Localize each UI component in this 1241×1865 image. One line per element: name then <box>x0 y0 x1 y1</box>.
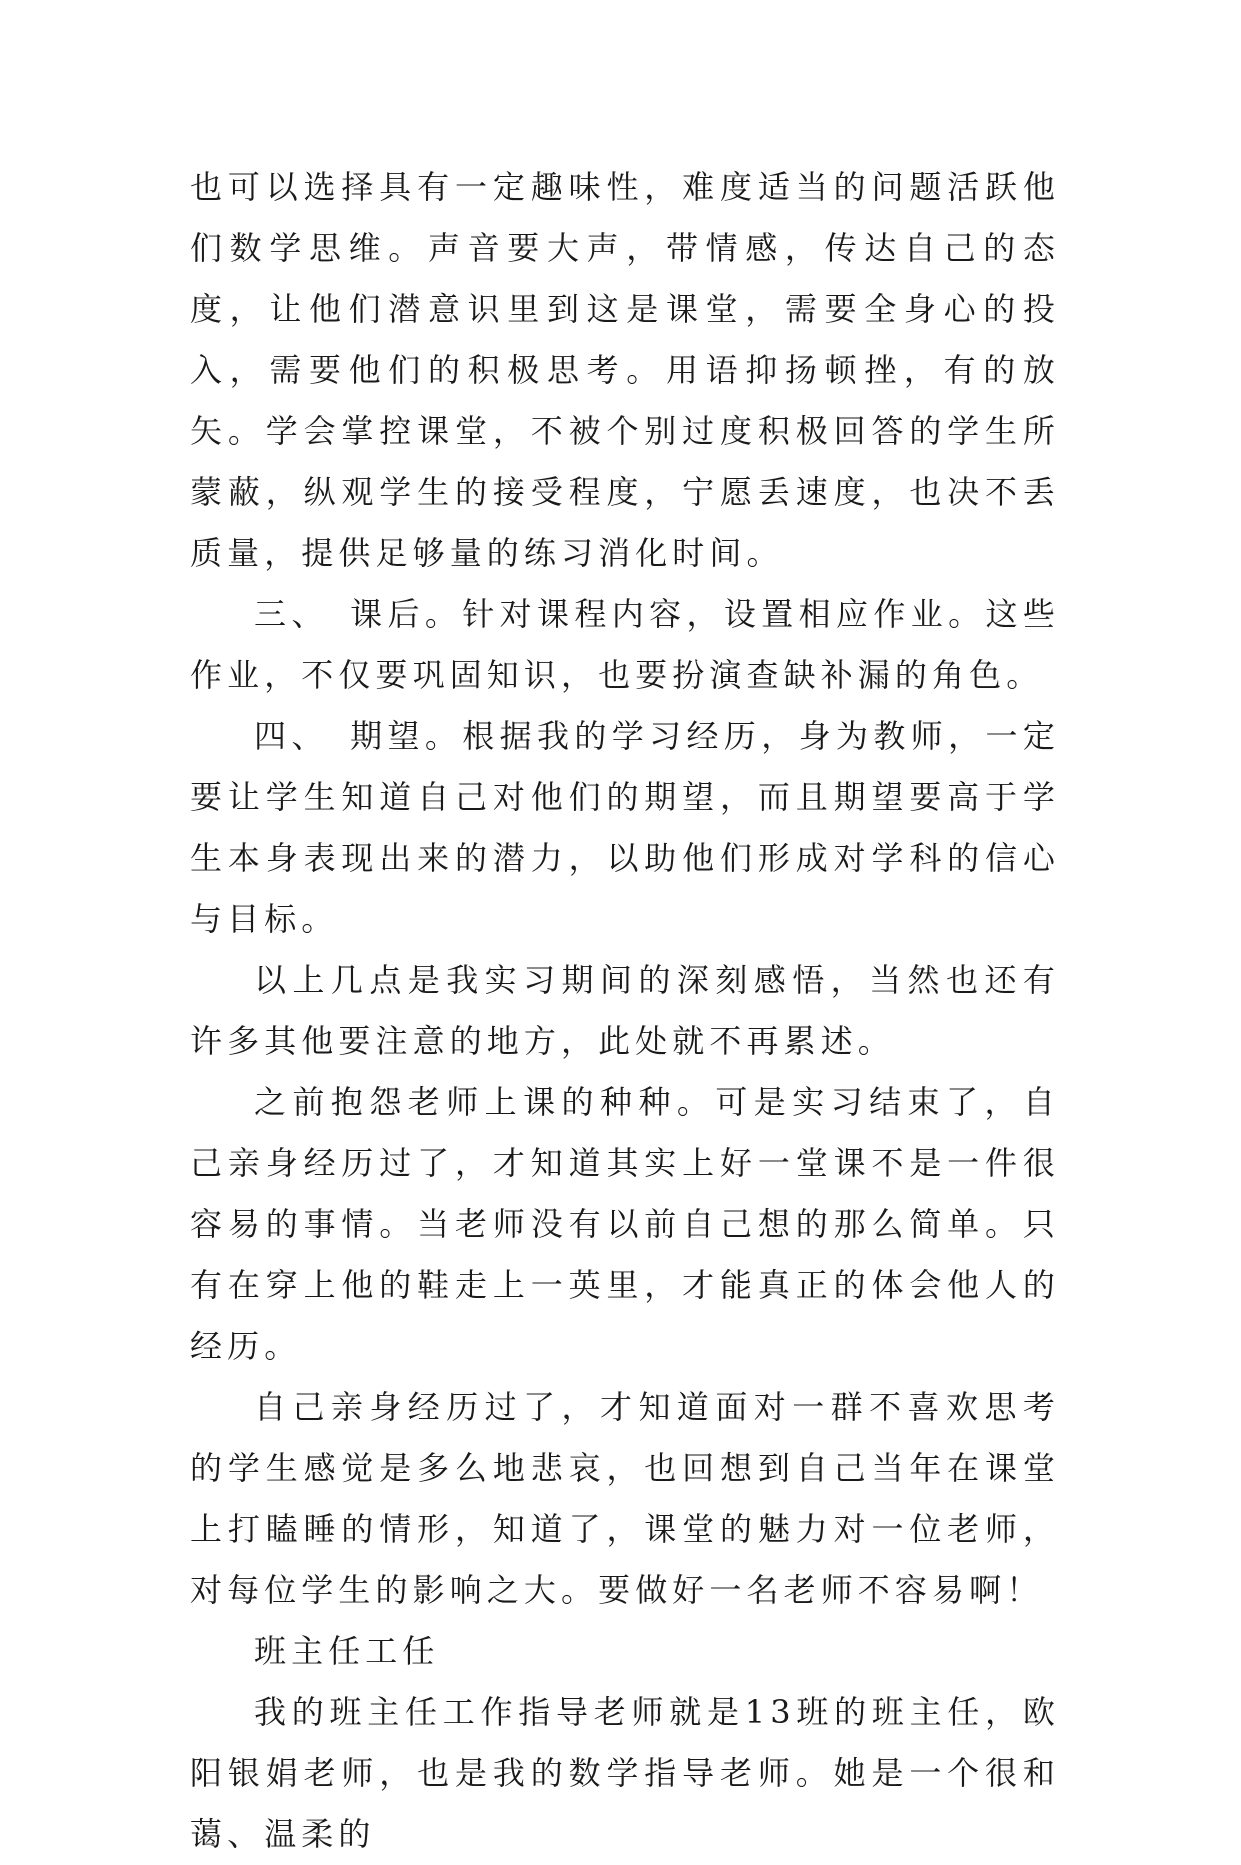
paragraph-1: 也可以选择具有一定趣味性，难度适当的问题活跃他们数学思维。声音要大声，带情感，传达自己的态度，让他们潜意识里到这是课堂，需要全身心的投入，需要他们的积极思考。用语抑扬顿挫，有的放矢。学会掌控课堂，不被个别过度积极回答的学生所蒙蔽，纵观学生的接受程度，宁愿丢速度，也决不丢质量，提供足够量的练习消化时间。 <box>190 168 1060 572</box>
section-heading: 班主任工任 <box>254 1632 440 1670</box>
paragraph-5: 之前抱怨老师上课的种种。可是实习结束了，自己亲身经历过了，才知道其实上好一堂课不是一件很容易的事情。当老师没有以前自己想的那么简单。只有在穿上他的鞋走上一英里，才能真正的体会他人的经历。 <box>190 1083 1060 1365</box>
paragraph-6: 自己亲身经历过了，才知道面对一群不喜欢思考的学生感觉是多么地悲哀，也回想到自己当年在课堂上打瞌睡的情形，知道了，课堂的魅力对一位老师，对每位学生的影响之大。要做好一名老师不容易啊！ <box>190 1388 1060 1609</box>
paragraph-3: 四、 期望。根据我的学习经历，身为教师，一定要让学生知道自己对他们的期望，而且期望要高于学生本身表现出来的潜力，以助他们形成对学科的信心与目标。 <box>190 717 1060 938</box>
paragraph-2: 三、 课后。针对课程内容，设置相应作业。这些作业，不仅要巩固知识，也要扮演查缺补漏的角色。 <box>190 595 1060 694</box>
paragraph-8: 我的班主任工作指导老师就是13班的班主任，欧阳银娟老师，也是我的数学指导老师。她是一个很和蔼、温柔的 <box>190 1693 1060 1853</box>
paragraph-4: 以上几点是我实习期间的深刻感悟，当然也还有许多其他要注意的地方，此处就不再累述。 <box>190 961 1060 1060</box>
document-body <box>190 157 1060 1865</box>
